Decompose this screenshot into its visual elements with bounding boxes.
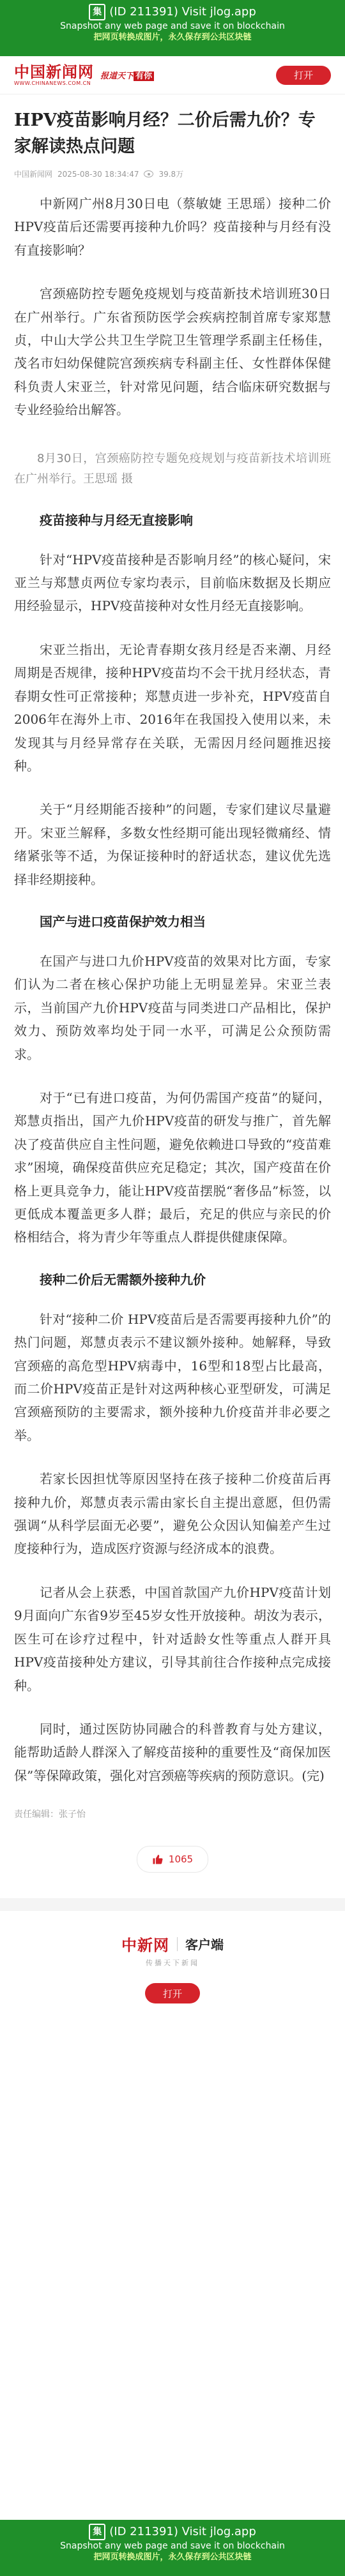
- article-paragraph: 宋亚兰指出，无论青春期女孩月经是否来潮、月经周期是否规律，接种HPV疫苗均不会干扰月经状态，青春期女性可正常接种；郑慧贞进一步补充，HPV疫苗自2006年在海外上市、2016年在我国投入使用以来，未发现其与月经异常存在关联，无需因月经问题推迟接种。: [14, 641, 331, 774]
- article-paragraph: 若家长因担忧等原因坚持在孩子接种二价疫苗后再接种九价，郑慧贞表示需由家长自主提出意愿，但仍需强调“从科学层面无必要”，避免公众因认知偏差产生过度接种行为，造成医疗资源与经济成本的浪费。: [14, 1471, 331, 1557]
- thumbs-up-icon: [152, 1853, 164, 1865]
- eye-icon: [144, 170, 153, 177]
- site-header: [0, 56, 345, 94]
- article-title: HPV疫苗影响月经？二价后需九价？专家解读热点问题: [14, 110, 316, 156]
- article-paragraph: 针对“接种二价 HPV疫苗后是否需要再接种九价”的热门问题，郑慧贞表示不建议额外接种。她解释，导致宫颈癌的高危型HPV病毒中，16型和18型占比最高，而二价HPV疫苗正是针对这两种核心亚型研发，可满足宫颈癌预防的主要需求，额外接种九价疫苗并非必要之举。: [14, 1311, 331, 1443]
- footer-logo: 中新网 客户端: [121, 1936, 224, 1955]
- article-paragraph: 同时，通过医防协同融合的科普教育与处方建议，能帮助适龄人群深入了解疫苗接种的重要性及“商保加医保”等保障政策，强化对宫颈癌等疾病的预防意识。(完): [14, 1721, 331, 1783]
- article-paragraph: 对于“已有进口疫苗，为何仍需国产疫苗”的疑问，郑慧贞指出，国产九价HPV疫苗的研发与推广，首先解决了疫苗供应自主性问题，避免依赖进口导致的“疫苗难求”困境，确保疫苗供应充足稳定；其次，国产疫苗在价格上更具竞争力，能让HPV疫苗摆脱“奢侈品”标签，以更低成本覆盖更多人群；最后，充足的供应与亲民的价格相结合，将为青少年等重点人群提供健康保障。: [14, 1090, 331, 1245]
- publish-time: 2025-08-30 18:34:47: [57, 169, 139, 179]
- section-heading: 接种二价后无需额外接种九价: [40, 1271, 206, 1287]
- banner-line3: 把网页转换成图片，永久保存到公共区块链: [93, 33, 252, 42]
- article-body: [14, 192, 331, 1787]
- section-separator: [0, 1898, 345, 1911]
- article-meta: [14, 168, 331, 179]
- article-paragraph: 在国产与进口九价HPV疫苗的效果对比方面，专家们认为二者在核心保护功能上无明显差异。宋亚兰表示，当前国产九价HPV疫苗与同类进口产品相比，保护效力、预防效率均处于同一水平，可满足公众预防需求。: [14, 953, 331, 1062]
- brand[interactable]: [14, 64, 154, 86]
- article-paragraph: 中新网广州8月30日电（蔡敏婕 王思瑶）接种二价HPV疫苗后还需要再接种九价吗？疫苗接种与月经有没有直接影响？: [14, 196, 331, 258]
- editor-credit: 责任编辑：张子怡: [14, 1809, 86, 1820]
- photo-caption: 8月30日，宫颈癌防控专题免疫规划与疫苗新技术培训班在广州举行。王思瑶 摄: [14, 451, 331, 486]
- section-heading: 国产与进口疫苗保护效力相当: [40, 913, 206, 929]
- article-paragraph: 针对“HPV疫苗接种是否影响月经”的核心疑问，宋亚兰与郑慧贞两位专家均表示，目前临床数据及长期应用经验显示，HPV疫苗接种对女性月经无直接影响。: [14, 551, 331, 614]
- article-paragraph: 宫颈癌防控专题免疫规划与疫苗新技术培训班30日在广州举行。广东省预防医学会疾病控制首席专家郑慧贞，中山大学公共卫生学院卫生管理学系副主任杨佳，茂名市妇幼保健院宫颈疾病专科副主任、女性群体保健科负责人宋亚兰，针对常见问题，结合临床研究数据与专业经验给出解答。: [14, 286, 331, 418]
- slogan: 报道天下 有你: [100, 69, 154, 81]
- like-button[interactable]: [137, 1846, 208, 1873]
- section-heading: 疫苗接种与月经无直接影响: [40, 512, 193, 528]
- view-count: 39.8万: [158, 170, 184, 179]
- article-paragraph: 记者从会上获悉，中国首款国产九价HPV疫苗计划9月面向广东省9岁至45岁女性开放接种。胡汝为表示，医生可在诊疗过程中，针对适龄女性等重点人群开具HPV疫苗接种处方建议，引导其前往合作接种点完成接种。: [14, 1584, 331, 1693]
- jlog-logo-icon: 集: [89, 2524, 105, 2540]
- footer-tagline: 传播天下新闻: [146, 1959, 199, 1968]
- banner-line2: Snapshot any web page and save it on blockchain: [60, 2541, 285, 2551]
- banner-line1: (ID 211391) Visit jlog.app: [109, 2525, 256, 2538]
- jlog-logo-icon: 集: [89, 4, 105, 20]
- banner-line1: (ID 211391) Visit jlog.app: [109, 5, 256, 19]
- banner-line2: Snapshot any web page and save it on blockchain: [60, 21, 285, 31]
- footer: [0, 1911, 345, 2003]
- article: [0, 107, 345, 1820]
- bottom-snapshot-banner[interactable]: [0, 2520, 345, 2576]
- like-count: 1065: [168, 1853, 194, 1866]
- chinanews-logo: 中国新闻网 WWW.CHINANEWS.COM.CN: [14, 63, 94, 86]
- open-app-button[interactable]: 打开: [276, 66, 331, 85]
- article-paragraph: 关于“月经期能否接种”的问题，专家们建议尽量避开。宋亚兰解释，多数女性经期可能出现轻微痛经、情绪紧张等不适，为保证接种时的舒适状态，建议优先选择非经期接种。: [14, 802, 331, 887]
- top-snapshot-banner[interactable]: [0, 0, 345, 56]
- footer-open-app-button[interactable]: 打开: [145, 1983, 200, 2003]
- source-label: 中国新闻网: [14, 170, 53, 179]
- banner-line3: 把网页转换成图片，永久保存到公共区块链: [93, 2552, 252, 2562]
